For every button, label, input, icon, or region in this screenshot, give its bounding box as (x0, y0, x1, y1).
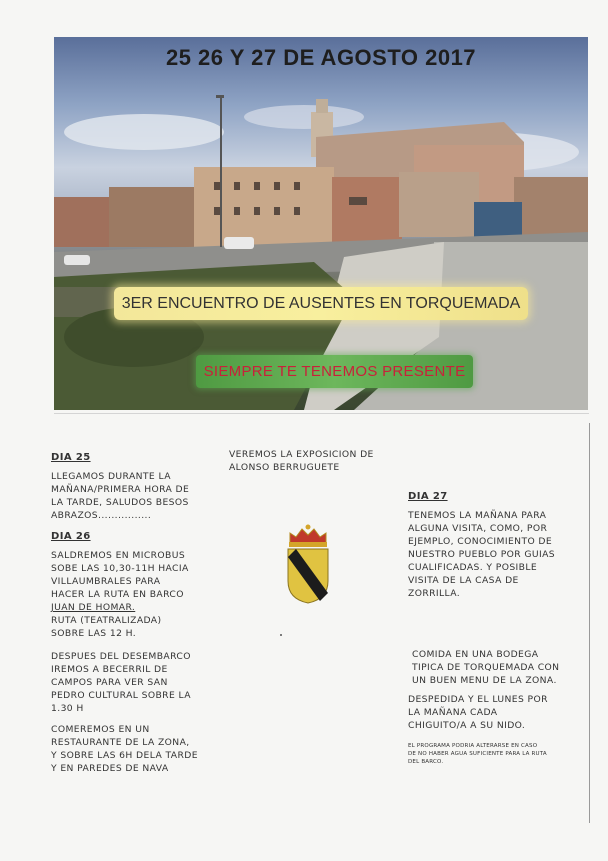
day26-heading: DIA 26 (51, 531, 91, 542)
day26-text-4: COMEREMOS EN UN RESTAURANTE DE LA ZONA, Y SOBRE LAS 6H DELA TARDE Y EN PAREDES DE NAVA (51, 724, 198, 774)
event-title-banner: 3ER ENCUENTRO DE AUSENTES EN TORQUEMADA (114, 287, 528, 320)
town-photo (54, 37, 588, 410)
day27-heading: DIA 27 (408, 491, 448, 502)
day27-text-2: COMIDA EN UNA BODEGA TIPICA DE TORQUEMADA CON UN BUEN MENU DE LA ZONA. (412, 649, 560, 686)
day27-text-3: DESPEDIDA Y EL LUNES POR LA MAÑANA CADA CHIGUITO/A A SU NIDO. (408, 694, 548, 731)
day25-heading: DIA 25 (51, 452, 91, 463)
column-left (51, 451, 216, 779)
day26-text-5: VEREMOS LA EXPOSICION DE ALONSO BERRUGUETE (229, 449, 374, 473)
stray-mark (280, 634, 282, 636)
day26-text-2: RUTA (TEATRALIZADA) SOBRE LAS 12 H. (51, 615, 162, 639)
divider-line (54, 413, 589, 414)
day25-text: LLEGAMOS DURANTE LA MAÑANA/PRIMERA HORA DE LA TARDE, SALUDOS BESOS ABRAZOS................ (51, 471, 190, 521)
slogan-banner: SIEMPRE TE TENEMOS PRESENTE (196, 355, 473, 388)
page-edge-line (589, 423, 590, 823)
column-right (408, 490, 578, 772)
day27-text-1: TENEMOS LA MAÑANA PARA ALGUNA VISITA, COMO, POR EJEMPLO, CONOCIMIENTO DE NUESTRO PUEBLO POR GUIAS CUALIFICADAS. Y POSIBLE VISITA DE LA CASA DE ZORRILLA. (408, 510, 556, 599)
column-middle (229, 448, 394, 478)
program-note: EL PROGRAMA PODRIA ALTERARSE EN CASO DE NO HABER AGUA SUFICIENTE PARA LA RUTA DEL BARCO. (408, 743, 547, 765)
coat-of-arms-icon (284, 523, 332, 605)
day26-text-1: SALDREMOS EN MICROBUS SOBE LAS 10,30-11H HACIA VILLAUMBRALES PARA HACER LA RUTA EN BARCO (51, 550, 189, 600)
event-dates-title: 25 26 Y 27 DE AGOSTO 2017 (165, 45, 477, 70)
boat-name: JUAN DE HOMAR. (51, 602, 136, 613)
day26-text-3: DESPUES DEL DESEMBARCO IREMOS A BECERRIL DE CAMPOS PARA VER SAN PEDRO CULTURAL SOBRE LA 1.30 H (51, 651, 191, 714)
